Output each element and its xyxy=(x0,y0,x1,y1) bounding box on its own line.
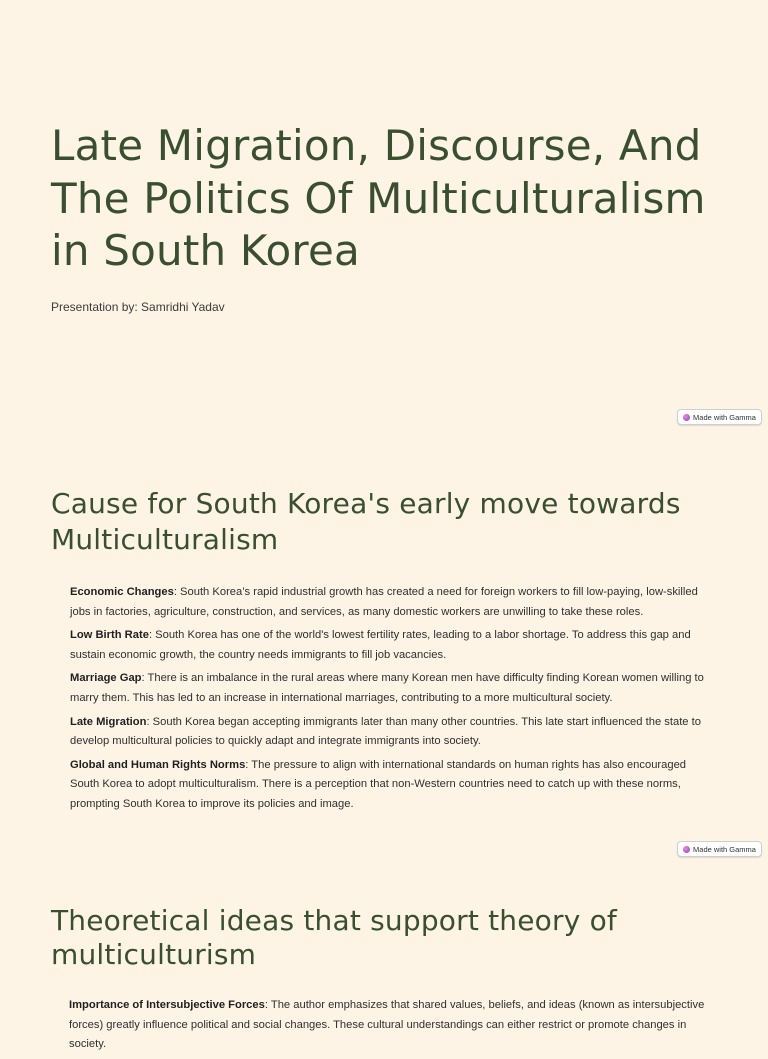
item-text: : The author emphasizes that shared values, beliefs, and ideas (known as intersubjective forces) greatly influence political and social changes. These cultural understandings can either restrict or promote changes in society. xyxy=(69,999,705,1051)
made-with-gamma-badge[interactable] xyxy=(677,841,762,857)
item-text: : South Korea’s rapid industrial growth has created a need for foreign workers to fill low-paying, low-skilled jobs in factories, agriculture, construction, and services, as many domestic workers are unwilling to take these roles. xyxy=(70,586,698,618)
item-term: Global and Human Rights Norms xyxy=(70,758,246,771)
badge-label: Made with Gamma xyxy=(693,412,756,422)
item-term: Late Migration xyxy=(70,715,147,728)
item-text: : There is an imbalance in the rural areas where many Korean men have difficulty finding Korean women willing to marry them. This has led to an increase in international marriages, contributing to a more multicultural society. xyxy=(70,672,704,704)
list-item xyxy=(69,996,711,1055)
item-term: Low Birth Rate xyxy=(70,629,149,642)
theory-list xyxy=(69,996,711,1059)
item-text: : The pressure to align with international standards on human rights has also encouraged South Korea to adopt multiculturalism. There is a perception that non-Western countries need to catch up with these norms, prompting South Korea to improve its policies and image. xyxy=(70,758,687,810)
item-term: Importance of Intersubjective Forces xyxy=(69,999,265,1011)
list-item xyxy=(70,583,712,622)
cause-list xyxy=(70,583,712,819)
list-item xyxy=(70,713,712,752)
made-with-gamma-badge[interactable] xyxy=(677,409,762,425)
item-text: : South Korea has one of the world's lowest fertility rates, leading to a labor shortage. To address this gap and sustain economic growth, the country needs immigrants to fill job vacancies. xyxy=(70,629,691,661)
list-item xyxy=(70,669,712,708)
item-term: Marriage Gap xyxy=(70,672,142,685)
item-text: : South Korea began accepting immigrants later than many other countries. This late start influenced the state to develop multicultural policies to quickly adapt and integrate immigrants into society. xyxy=(70,715,701,748)
page-title: Late Migration, Discourse, And The Politics Of Multiculturalism in South Korea xyxy=(51,121,706,275)
badge-label: Made with Gamma xyxy=(693,844,756,854)
gamma-logo-icon xyxy=(683,414,690,421)
item-term: Economic Changes xyxy=(70,586,174,598)
section-heading: Theoretical ideas that support theory of multiculturism xyxy=(51,904,617,971)
section-heading: Cause for South Korea's early move towards Multiculturalism xyxy=(51,487,681,556)
list-item xyxy=(70,626,712,665)
presenter-credit: Presentation by: Samridhi Yadav xyxy=(51,300,225,314)
list-item xyxy=(70,756,712,815)
gamma-logo-icon xyxy=(683,846,690,853)
